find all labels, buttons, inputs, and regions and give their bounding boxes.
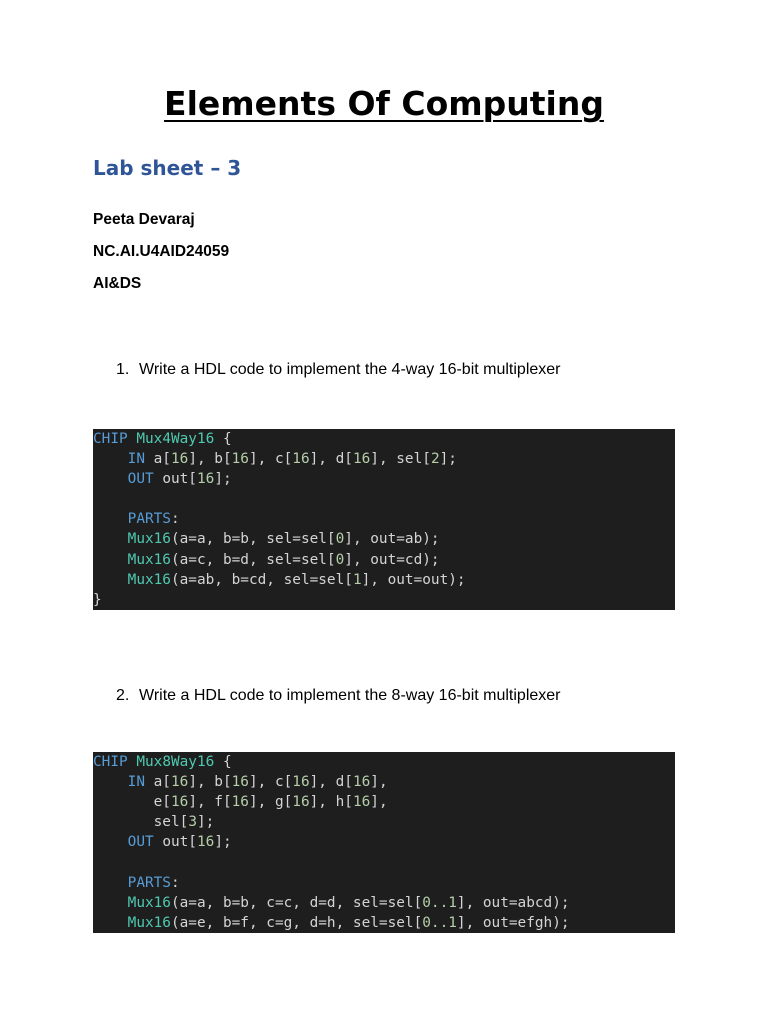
code-token: :: [170, 874, 180, 891]
document-title: Elements Of Computing: [164, 84, 604, 123]
code-token: 16: [292, 451, 310, 468]
code-token: 16: [231, 774, 249, 791]
code-token: 16: [231, 451, 249, 468]
code-token: [93, 451, 128, 467]
code-token: }: [93, 591, 102, 608]
code-token: (a=c, b=d, sel=sel[: [170, 551, 336, 568]
code-token: PARTS: [127, 874, 171, 891]
code-token: ];: [214, 471, 232, 488]
code-token: (a=a, b=b, sel=sel[: [170, 531, 336, 548]
code-token: Mux16: [127, 894, 171, 911]
code-token: 2: [430, 451, 440, 468]
code-line: [93, 529, 675, 549]
code-token: {: [214, 754, 232, 770]
code-token: [93, 834, 128, 850]
code-token: [93, 552, 128, 568]
code-token: OUT: [127, 471, 154, 488]
code-token: IN: [127, 451, 145, 468]
code-token: ], out=ab);: [344, 531, 440, 548]
code-token: CHIP: [93, 431, 137, 447]
code-token: ], sel[: [370, 451, 431, 468]
code-token: ],: [370, 794, 388, 811]
code-token: Mux16: [127, 551, 171, 568]
code-line: [93, 449, 675, 469]
code-line: [93, 832, 675, 852]
code-line: [93, 429, 675, 449]
code-token: ];: [439, 451, 457, 468]
code-line: [93, 752, 675, 772]
code-block-mux8way16: [93, 752, 675, 933]
code-line: [93, 489, 675, 509]
code-token: 16: [292, 794, 310, 811]
author-id: NC.AI.U4AID24059: [93, 243, 230, 260]
code-token: 16: [352, 451, 371, 468]
code-token: ], out=efgh);: [456, 914, 570, 931]
code-token: 16: [170, 794, 189, 811]
code-line: [93, 792, 675, 812]
code-token: {: [214, 431, 232, 447]
code-token: ], g[: [248, 794, 293, 811]
code-token: [93, 471, 128, 487]
code-line: [93, 893, 675, 913]
code-token: ], c[: [248, 774, 293, 791]
author-department: AI&DS: [93, 275, 142, 292]
code-token: Mux8Way16: [136, 754, 215, 770]
code-token: sel[: [93, 814, 189, 831]
code-line: [93, 570, 675, 590]
code-token: PARTS: [127, 511, 171, 528]
code-token: [93, 875, 128, 891]
code-token: 0: [335, 531, 345, 548]
code-token: 16: [292, 774, 310, 791]
code-token: 16: [352, 794, 371, 811]
code-token: ], d[: [309, 774, 353, 791]
code-line: [93, 852, 675, 872]
code-token: ], b[: [188, 774, 232, 791]
question-2-number: 2.: [116, 687, 130, 704]
code-token: 16: [352, 774, 371, 791]
code-line: [93, 812, 675, 832]
code-token: [93, 915, 128, 931]
code-token: 16: [196, 471, 215, 488]
code-token: ];: [214, 834, 232, 851]
code-token: Mux4Way16: [136, 431, 215, 447]
code-token: out[: [153, 471, 197, 488]
code-token: e[: [93, 794, 171, 811]
code-token: 0..1: [422, 914, 457, 931]
code-line: [93, 913, 675, 933]
code-token: 0: [335, 551, 345, 568]
code-token: 16: [231, 794, 249, 811]
code-token: a[: [144, 774, 171, 791]
code-token: ], f[: [188, 794, 232, 811]
code-token: 16: [196, 834, 215, 851]
code-line: [93, 772, 675, 792]
code-token: [93, 511, 128, 527]
code-token: 1: [352, 571, 362, 588]
code-token: ], out=cd);: [344, 551, 440, 568]
author-name: Peeta Devaraj: [93, 211, 195, 228]
code-token: 3: [188, 814, 197, 831]
question-2-text: Write a HDL code to implement the 8-way 16-bit multiplexer: [139, 687, 561, 704]
code-token: 0..1: [422, 894, 457, 911]
code-token: [93, 774, 128, 790]
code-token: ];: [196, 814, 215, 831]
code-token: Mux16: [127, 571, 171, 588]
code-token: ], d[: [309, 451, 353, 468]
code-token: 16: [170, 774, 189, 791]
code-token: 16: [170, 451, 189, 468]
question-2: [116, 687, 561, 705]
code-token: [93, 531, 128, 547]
code-token: ], c[: [248, 451, 293, 468]
code-token: Mux16: [127, 531, 171, 548]
code-token: (a=a, b=b, c=c, d=d, sel=sel[: [170, 894, 423, 911]
question-1-text: Write a HDL code to implement the 4-way 16-bit multiplexer: [139, 361, 561, 378]
code-token: [93, 572, 128, 588]
question-1: [116, 361, 561, 379]
code-token: ],: [370, 774, 388, 791]
code-line: [93, 590, 675, 610]
code-token: ], b[: [188, 451, 232, 468]
code-line: [93, 550, 675, 570]
lab-sheet-subtitle: Lab sheet – 3: [93, 156, 242, 180]
code-block-mux4way16: [93, 429, 675, 610]
code-token: IN: [127, 774, 145, 791]
code-token: ], out=out);: [361, 571, 466, 588]
code-line: [93, 873, 675, 893]
code-token: a[: [144, 451, 171, 468]
question-1-number: 1.: [116, 361, 130, 378]
code-line: [93, 469, 675, 489]
code-token: :: [170, 511, 180, 528]
code-token: out[: [153, 834, 197, 851]
code-line: [93, 509, 675, 529]
code-token: CHIP: [93, 754, 137, 770]
code-token: ], h[: [309, 794, 353, 811]
code-token: (a=ab, b=cd, sel=sel[: [170, 571, 353, 588]
code-token: OUT: [127, 834, 154, 851]
code-token: Mux16: [127, 914, 171, 931]
code-token: [93, 895, 128, 911]
code-token: (a=e, b=f, c=g, d=h, sel=sel[: [170, 914, 423, 931]
code-token: ], out=abcd);: [456, 894, 570, 911]
